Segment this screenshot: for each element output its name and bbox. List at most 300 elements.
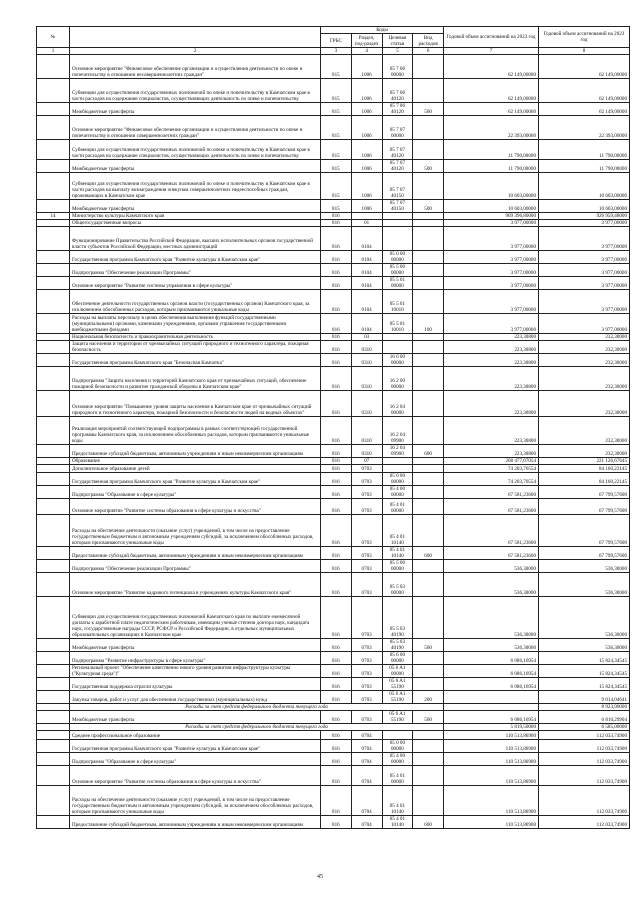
row-name: Межбюджетные трансферты — [70, 639, 321, 652]
row-name: Обеспечение деятельности государственных органов власти (государственных органов) Камчатского края, за исключением обособленных расходов, которым присваиваются уникальные коды — [70, 290, 321, 314]
row-name: Общегосударственные вопросы — [70, 220, 321, 227]
row-number — [37, 816, 70, 829]
row-number — [37, 200, 70, 213]
row-grbs-code: 816 — [321, 465, 352, 473]
row-target-article: 05 6 A1 55190 — [382, 678, 413, 691]
row-name: Основное мероприятие "Повышение уровня защиты населения в Камчатском крае от чрезвычайных ситуаций природного и техногенного характера, пожарной безопасности и безопасности людей на водных объектах" — [70, 391, 321, 417]
row-number — [37, 753, 70, 766]
row-name: Дополнительное образование детей — [70, 465, 321, 473]
row-number — [37, 458, 70, 465]
row-number — [37, 711, 70, 724]
row-name: Расходы на обеспечение деятельности (оказание услуг) учреждений, в том числе на предоставление государственным бюджетным и автономным учреждениям субсидий, за исключением обособленных расходов, которым присваиваются уникальные коды — [70, 515, 321, 547]
row-name: Предоставление субсидий бюджетным, автономным учреждениям и иным некоммерческим организациям — [70, 445, 321, 458]
row-grbs-code: 816 — [321, 486, 352, 499]
row-amount-2023: 3 977,00000 — [444, 220, 539, 227]
row-grbs-code: 816 — [321, 711, 352, 724]
row-grbs-code: 816 — [321, 740, 352, 753]
table-row — [37, 465, 630, 473]
row-target-article: 16 2 04 00000 — [382, 391, 413, 417]
row-amount-2023: 10 603,00000 — [444, 200, 539, 213]
row-amount-2023: 6 086,16954 — [444, 652, 539, 665]
row-name: Функционирование Правительства Российской Федерации, высших исполнительных органов государственной власти субъектов Российской Федерации, местных администраций — [70, 227, 321, 251]
row-name: Защита населения и территории от чрезвычайных ситуаций природного и техногенного характера, пожарная безопасность — [70, 341, 321, 354]
row-amount-2023: 67 581,23600 — [444, 499, 539, 515]
table-row — [37, 816, 630, 829]
row-name: Предоставление субсидий бюджетным, автономным учреждениям и иным некоммерческим организациям — [70, 547, 321, 560]
table-row — [37, 314, 630, 334]
row-amount-2023b: 22 393,00000 — [539, 116, 630, 140]
row-grbs-code: 816 — [321, 766, 352, 786]
row-grbs-code: 815 — [321, 116, 352, 140]
row-expense-type: 500 — [413, 103, 444, 116]
col-number: 1 — [37, 48, 70, 55]
row-amount-2023: 536,30000 — [444, 639, 539, 652]
row-target-article: 05 5 03 40190 — [382, 597, 413, 639]
row-expense-type — [413, 417, 444, 445]
col-header-name — [70, 27, 321, 48]
row-grbs-code: 816 — [321, 445, 352, 458]
table-row — [37, 515, 630, 547]
row-target-article: 16 2 04 09900 — [382, 445, 413, 458]
row-target-article: 05 7 07 40120 — [382, 140, 413, 160]
row-section-code: 0704 — [351, 753, 382, 766]
row-section-code: 0310 — [351, 391, 382, 417]
row-amount-2023b: 232,30000 — [539, 367, 630, 391]
row-target-article: 05 7 07 40120 — [382, 160, 413, 173]
col-header-vr: Вид расходов — [413, 34, 444, 48]
row-name: Национальная безопасность и правоохранительная деятельность — [70, 334, 321, 341]
row-expense-type — [413, 573, 444, 597]
row-target-article — [382, 458, 413, 465]
row-name: Предоставление субсидий бюджетным, автономным учреждениям и иным некоммерческим организациям — [70, 816, 321, 829]
row-grbs-code: 816 — [321, 473, 352, 486]
row-section-code: 0703 — [351, 465, 382, 473]
row-amount-2023b: 232,30000 — [539, 334, 630, 341]
row-amount-2023: 208 477,07054 — [444, 458, 539, 465]
table-row — [37, 277, 630, 290]
row-expense-type: 500 — [413, 639, 444, 652]
row-number — [37, 354, 70, 367]
row-grbs-code: 816 — [321, 314, 352, 334]
row-amount-2023: 3 977,00000 — [444, 251, 539, 264]
row-target-article: 05 4 01 00000 — [382, 499, 413, 515]
row-name: Подпрограмма "Обеспечение реализации Программы" — [70, 264, 321, 277]
row-number — [37, 290, 70, 314]
row-section-code: 1006 — [351, 140, 382, 160]
row-amount-2023: 3 977,00000 — [444, 290, 539, 314]
row-amount-2023: 223,30800 — [444, 341, 539, 354]
col-header-2023: Годовой объем ассигнований на 2023 год — [444, 27, 539, 48]
row-name: Расходы на обеспечение деятельности (оказание услуг) учреждений, в том числе на предоставление государственным бюджетным и автономным учреждениям субсидий, за исключением обособленных расходов, которым присваиваются уникальные коды — [70, 786, 321, 816]
row-section-code: 0703 — [351, 515, 382, 547]
table-row — [37, 367, 630, 391]
row-expense-type — [413, 652, 444, 665]
table-row — [37, 417, 630, 445]
row-grbs-code: 816 — [321, 227, 352, 251]
table-row — [37, 391, 630, 417]
row-amount-2023: 110 513,86900 — [444, 786, 539, 816]
row-amount-2023b: 62 149,00000 — [539, 55, 630, 79]
row-section-code: 1006 — [351, 79, 382, 103]
table-row — [37, 55, 630, 79]
row-target-article: 05 5 00 00000 — [382, 264, 413, 277]
row-section-code: 0310 — [351, 367, 382, 391]
row-target-article — [382, 227, 413, 251]
row-target-article — [382, 213, 413, 220]
row-section-code: 07 — [351, 458, 382, 465]
row-number — [37, 573, 70, 597]
row-name: Основное мероприятие "Финансовое обеспечение организации и осуществления деятельности по опеке и попечительству в отношении совершеннолетних граждан" — [70, 116, 321, 140]
row-amount-2023b: 536,30000 — [539, 639, 630, 652]
row-name: Межбюджетные трансферты — [70, 103, 321, 116]
row-expense-type: 500 — [413, 160, 444, 173]
table-row — [37, 173, 630, 200]
row-grbs-code: 816 — [321, 547, 352, 560]
row-name: Межбюджетные трансферты — [70, 711, 321, 724]
row-amount-2023: 6 086,16954 — [444, 678, 539, 691]
row-section-code: 0704 — [351, 786, 382, 816]
table-row — [37, 227, 630, 251]
row-name: Межбюджетные трансферты — [70, 160, 321, 173]
row-amount-2023b: 232,30000 — [539, 417, 630, 445]
row-amount-2023: 74 203,70554 — [444, 465, 539, 473]
col-number: 6 — [413, 48, 444, 55]
row-amount-2023: 67 581,23600 — [444, 515, 539, 547]
row-amount-2023: 223,30800 — [444, 417, 539, 445]
row-amount-2023: 22 393,00000 — [444, 116, 539, 140]
table-row — [37, 140, 630, 160]
row-target-article: 05 7 06 40120 — [382, 79, 413, 103]
row-number — [37, 251, 70, 264]
row-section-code: 01 — [351, 220, 382, 227]
row-expense-type — [413, 173, 444, 200]
row-amount-2023: 67 581,23600 — [444, 547, 539, 560]
table-row — [37, 573, 630, 597]
row-target-article — [382, 465, 413, 473]
table-row — [37, 665, 630, 678]
row-section-code: 0704 — [351, 816, 382, 829]
row-amount-2023b: 112 033,74900 — [539, 766, 630, 786]
row-number — [37, 724, 70, 731]
row-amount-2023b: 232,30000 — [539, 341, 630, 354]
row-number — [37, 341, 70, 354]
row-grbs-code: 816 — [321, 691, 352, 704]
row-amount-2023b: 8 923,90000 — [539, 704, 630, 711]
row-grbs-code: 816 — [321, 334, 352, 341]
row-name: Образование — [70, 458, 321, 465]
row-number — [37, 417, 70, 445]
row-target-article: 05 6 A1 00000 — [382, 665, 413, 678]
col-header-rz: Раздел, под-раздел — [351, 34, 382, 48]
row-amount-2023: 110 513,86900 — [444, 816, 539, 829]
row-number — [37, 639, 70, 652]
col-number: 8 — [539, 48, 630, 55]
row-number — [37, 652, 70, 665]
col-header-cs: Целевая статья — [382, 34, 413, 48]
col-header-no: № — [37, 27, 70, 48]
row-amount-2023: 223,30800 — [444, 445, 539, 458]
row-target-article: 05 7 06 00000 — [382, 55, 413, 79]
table-row — [37, 220, 630, 227]
table-row — [37, 200, 630, 213]
row-amount-2023b: 232,30000 — [539, 354, 630, 367]
table-row — [37, 445, 630, 458]
row-amount-2023b: 3 977,00000 — [539, 290, 630, 314]
row-target-article: 05 4 01 10140 — [382, 547, 413, 560]
row-expense-type — [413, 473, 444, 486]
row-amount-2023b: 6 585,00000 — [539, 724, 630, 731]
table-row — [37, 499, 630, 515]
row-grbs-code: 816 — [321, 341, 352, 354]
row-grbs-code: 816 — [321, 597, 352, 639]
row-expense-type — [413, 597, 444, 639]
row-expense-type: 600 — [413, 816, 444, 829]
row-name: Основное мероприятие "Развитие системы образования в сфере культуры и искусства" — [70, 766, 321, 786]
row-amount-2023: 5 819,50000 — [444, 724, 539, 731]
row-target-article: 05 4 00 00000 — [382, 753, 413, 766]
row-expense-type — [413, 290, 444, 314]
budget-table — [36, 26, 630, 829]
row-amount-2023b: 6 810,29904 — [539, 711, 630, 724]
row-grbs-code: 816 — [321, 367, 352, 391]
row-amount-2023: 969 396,80000 — [444, 213, 539, 220]
row-expense-type — [413, 354, 444, 367]
table-row — [37, 704, 630, 711]
row-section-code: 1006 — [351, 103, 382, 116]
row-amount-2023: 536,30000 — [444, 560, 539, 573]
row-section-code: 0703 — [351, 597, 382, 639]
row-note: Расходы за счет средств федерального бюджета текущего года — [70, 724, 444, 731]
row-amount-2023: 223,30800 — [444, 334, 539, 341]
table-row — [37, 264, 630, 277]
row-section-code: 0703 — [351, 560, 382, 573]
row-target-article: 05 5 03 00000 — [382, 573, 413, 597]
row-expense-type — [413, 740, 444, 753]
row-expense-type — [413, 560, 444, 573]
row-expense-type — [413, 465, 444, 473]
row-grbs-code: 816 — [321, 639, 352, 652]
row-target-article: 05 6 A1 55190 — [382, 691, 413, 704]
row-expense-type — [413, 458, 444, 465]
row-expense-type — [413, 251, 444, 264]
row-grbs-code: 816 — [321, 560, 352, 573]
table-row — [37, 160, 630, 173]
row-amount-2023b: 536,30000 — [539, 573, 630, 597]
row-amount-2023b: 84 160,22145 — [539, 465, 630, 473]
row-amount-2023b: 9 014,04641 — [539, 691, 630, 704]
row-name: Основное мероприятие "Развитие системы управления в сфере культуры" — [70, 277, 321, 290]
row-name: Основное мероприятие "Развитие кадрового потенциала в учреждениях культуры Камчатского края" — [70, 573, 321, 597]
table-row — [37, 560, 630, 573]
row-name: Среднее профессиональное образование — [70, 731, 321, 740]
row-expense-type: 200 — [413, 691, 444, 704]
row-amount-2023: 110 513,86900 — [444, 731, 539, 740]
row-grbs-code: 816 — [321, 652, 352, 665]
row-amount-2023b: 62 149,00000 — [539, 103, 630, 116]
row-amount-2023 — [444, 704, 539, 711]
row-amount-2023: 62 149,00000 — [444, 79, 539, 103]
row-grbs-code: 816 — [321, 678, 352, 691]
row-grbs-code: 816 — [321, 458, 352, 465]
row-section-code: 0704 — [351, 731, 382, 740]
row-section-code: 0704 — [351, 766, 382, 786]
row-expense-type — [413, 264, 444, 277]
row-amount-2023b: 67 799,57600 — [539, 499, 630, 515]
row-grbs-code: 816 — [321, 251, 352, 264]
row-grbs-code: 816 — [321, 417, 352, 445]
col-number: 4 — [351, 48, 382, 55]
row-expense-type — [413, 391, 444, 417]
row-grbs-code: 816 — [321, 665, 352, 678]
row-name: Государственная программа Камчатского края "Развитие культуры в Камчатском крае" — [70, 251, 321, 264]
row-section-code: 0703 — [351, 711, 382, 724]
row-number — [37, 334, 70, 341]
row-expense-type: 600 — [413, 445, 444, 458]
row-target-article: 05 7 07 40150 — [382, 173, 413, 200]
table-row — [37, 753, 630, 766]
row-amount-2023b: 232,30000 — [539, 391, 630, 417]
row-number — [37, 264, 70, 277]
table-row — [37, 691, 630, 704]
row-section-code: 0704 — [351, 740, 382, 753]
row-section-code: 0703 — [351, 486, 382, 499]
row-amount-2023b: 926 959,48000 — [539, 213, 630, 220]
col-header-grbs: ГРБС — [321, 34, 352, 48]
row-number — [37, 445, 70, 458]
table-row — [37, 724, 630, 731]
row-amount-2023b: 112 033,74900 — [539, 753, 630, 766]
row-amount-2023: 3 977,00000 — [444, 314, 539, 334]
row-amount-2023b: 15 824,34545 — [539, 678, 630, 691]
row-target-article: 05 0 00 00000 — [382, 251, 413, 264]
row-amount-2023: 11 790,00000 — [444, 160, 539, 173]
col-header-2023b: Годовой объем ассигнований на 2023 год — [539, 27, 630, 48]
row-target-article: 05 7 07 00000 — [382, 116, 413, 140]
row-amount-2023: 6 086,16954 — [444, 711, 539, 724]
row-amount-2023 — [444, 691, 539, 704]
row-amount-2023b: 62 149,00000 — [539, 79, 630, 103]
row-number — [37, 704, 70, 711]
row-number — [37, 597, 70, 639]
row-expense-type: 600 — [413, 547, 444, 560]
row-grbs-code: 815 — [321, 55, 352, 79]
row-amount-2023b: 3 977,00000 — [539, 264, 630, 277]
row-amount-2023b: 3 977,00000 — [539, 251, 630, 264]
row-grbs-code: 815 — [321, 103, 352, 116]
row-number — [37, 55, 70, 79]
row-name: Субвенции для осуществления государственных полномочий по опеке и попечительству в Камчатском крае в части расходов на содержание специалистов, осуществляющих деятельность по опеке и попечительству — [70, 140, 321, 160]
row-expense-type: 500 — [413, 711, 444, 724]
row-expense-type — [413, 367, 444, 391]
row-section-code: 0703 — [351, 547, 382, 560]
row-number — [37, 691, 70, 704]
row-number: 14 — [37, 213, 70, 220]
row-amount-2023b: 112 033,74900 — [539, 816, 630, 829]
row-number — [37, 465, 70, 473]
row-amount-2023: 110 513,86900 — [444, 766, 539, 786]
row-target-article: 05 5 01 00000 — [382, 277, 413, 290]
table-row — [37, 678, 630, 691]
row-section-code: 1006 — [351, 200, 382, 213]
row-section-code: 0703 — [351, 573, 382, 597]
row-number — [37, 766, 70, 786]
row-grbs-code: 816 — [321, 391, 352, 417]
row-amount-2023: 223,30800 — [444, 367, 539, 391]
row-target-article: 16 0 00 00000 — [382, 354, 413, 367]
row-expense-type — [413, 766, 444, 786]
row-amount-2023b: 112 033,74900 — [539, 786, 630, 816]
row-section-code: 0310 — [351, 417, 382, 445]
row-amount-2023: 223,30800 — [444, 354, 539, 367]
row-name: Основное мероприятие "Финансовое обеспечение организации и осуществления деятельности по опеке и попечительству в отношении несовершеннолетних граждан" — [70, 55, 321, 79]
row-amount-2023: 62 149,00000 — [444, 55, 539, 79]
row-number — [37, 678, 70, 691]
row-amount-2023b: 10 603,00000 — [539, 173, 630, 200]
row-grbs-code: 815 — [321, 200, 352, 213]
row-name: Государственная поддержка отрасли культуры — [70, 678, 321, 691]
row-name: Субвенции для осуществления государственных полномочий по опеке и попечительству в Камчатском крае в части расходов на содержание специалистов, осуществляющих деятельность по опеке и попечительству — [70, 79, 321, 103]
row-amount-2023: 62 149,00000 — [444, 103, 539, 116]
table-row — [37, 547, 630, 560]
row-expense-type — [413, 277, 444, 290]
row-section-code: 0310 — [351, 341, 382, 354]
col-number: 5 — [382, 48, 413, 55]
row-name: Министерство культуры Камчатского края — [70, 213, 321, 220]
row-name: Подпрограмма "Обеспечение реализации Программы" — [70, 560, 321, 573]
table-row — [37, 458, 630, 465]
row-target-article: 05 7 06 40120 — [382, 103, 413, 116]
table-row — [37, 341, 630, 354]
row-grbs-code: 815 — [321, 173, 352, 200]
row-grbs-code: 816 — [321, 731, 352, 740]
row-number — [37, 740, 70, 753]
row-amount-2023: 67 581,23600 — [444, 486, 539, 499]
row-number — [37, 486, 70, 499]
row-target-article: 05 4 01 10140 — [382, 515, 413, 547]
table-body — [37, 55, 630, 829]
row-amount-2023b: 112 033,74900 — [539, 731, 630, 740]
row-name: Межбюджетные трансферты — [70, 200, 321, 213]
row-grbs-code: 815 — [321, 140, 352, 160]
row-section-code: 0104 — [351, 314, 382, 334]
row-grbs-code: 816 — [321, 515, 352, 547]
row-expense-type — [413, 731, 444, 740]
row-amount-2023b: 3 977,00000 — [539, 220, 630, 227]
row-name: Расходы на выплаты персоналу в целях обеспечения выполнения функций государственными (муниципальными) органами, казенными учреждениями, органами управления государственными внебюджетными фондами — [70, 314, 321, 334]
row-section-code: 0703 — [351, 652, 382, 665]
row-expense-type — [413, 79, 444, 103]
row-target-article — [382, 220, 413, 227]
row-expense-type — [413, 116, 444, 140]
row-section-code: 0703 — [351, 639, 382, 652]
row-grbs-code: 816 — [321, 290, 352, 314]
row-amount-2023: 110 513,86900 — [444, 740, 539, 753]
row-expense-type — [413, 334, 444, 341]
row-section-code: 0310 — [351, 445, 382, 458]
row-amount-2023b: 112 033,74900 — [539, 740, 630, 753]
page-number: 45 — [317, 874, 323, 880]
row-grbs-code: 816 — [321, 264, 352, 277]
row-number — [37, 499, 70, 515]
row-number — [37, 473, 70, 486]
row-number — [37, 173, 70, 200]
row-number — [37, 277, 70, 290]
row-number — [37, 160, 70, 173]
row-amount-2023b: 3 977,00000 — [539, 227, 630, 251]
row-amount-2023: 110 513,86900 — [444, 753, 539, 766]
row-number — [37, 103, 70, 116]
row-amount-2023b: 10 603,00000 — [539, 200, 630, 213]
